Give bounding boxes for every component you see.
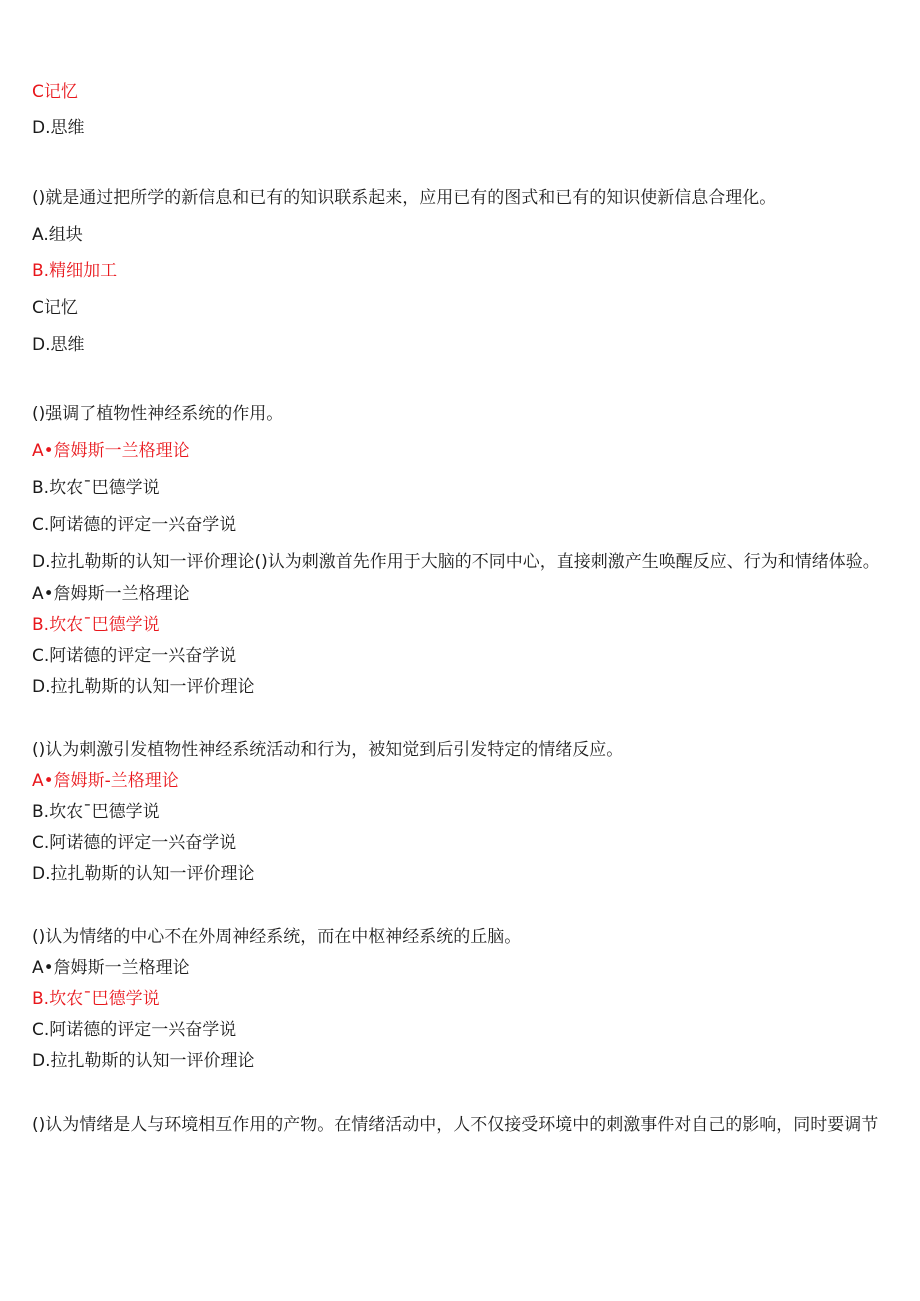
option-line: C.阿诺德的评定一兴奋学说 [32, 646, 237, 666]
option-line: D.拉扎勒斯的认知一评价理论 [32, 1051, 255, 1071]
question-line: ()就是通过把所学的新信息和已有的知识联系起来，应用已有的图式和已有的知识使新信息合理化。 [32, 188, 777, 208]
option-line: C.阿诺德的评定一兴奋学说 [32, 515, 237, 535]
option-line: A•詹姆斯一兰格理论 [32, 441, 190, 461]
option-line: B.坎农¯巴德学说 [32, 615, 160, 635]
option-line: A•詹姆斯-兰格理论 [32, 771, 179, 791]
option-line: C记忆 [32, 82, 78, 102]
option-line: D.思维 [32, 118, 85, 138]
option-line: A•詹姆斯一兰格理论 [32, 584, 190, 604]
option-line: C.阿诺德的评定一兴奋学说 [32, 1020, 237, 1040]
option-question-line: D.拉扎勒斯的认知一评价理论()认为刺激首先作用于大脑的不同中心，直接刺激产生唤醒反应、行为和情绪体验。 [32, 552, 880, 572]
option-line: C记忆 [32, 298, 78, 318]
option-line: D.拉扎勒斯的认知一评价理论 [32, 864, 255, 884]
question-line: ()认为情绪是人与环境相互作用的产物。在情绪活动中，人不仅接受环境中的刺激事件对自己的影响，同时要调节 [32, 1115, 879, 1135]
option-line: B.精细加工 [32, 261, 118, 281]
option-line: B.坎农¯巴德学说 [32, 989, 160, 1009]
option-line: A.组块 [32, 225, 83, 245]
question-line: ()认为情绪的中心不在外周神经系统，而在中枢神经系统的丘脑。 [32, 927, 522, 947]
question-line: ()强调了植物性神经系统的作用。 [32, 404, 284, 424]
option-line: D.思维 [32, 335, 85, 355]
question-line: ()认为刺激引发植物性神经系统活动和行为，被知觉到后引发特定的情绪反应。 [32, 740, 624, 760]
option-line: B.坎农¯巴德学说 [32, 802, 160, 822]
option-line: D.拉扎勒斯的认知一评价理论 [32, 677, 255, 697]
option-line: C.阿诺德的评定一兴奋学说 [32, 833, 237, 853]
option-line: A•詹姆斯一兰格理论 [32, 958, 190, 978]
option-line: B.坎农¯巴德学说 [32, 478, 160, 498]
